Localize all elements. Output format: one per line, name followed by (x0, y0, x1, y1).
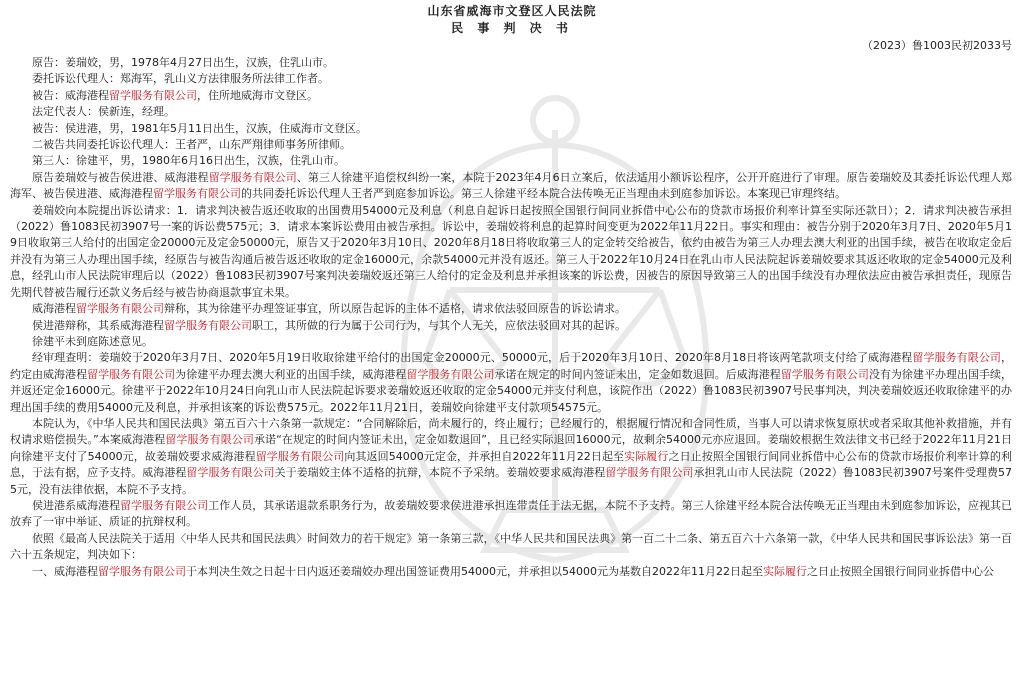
paragraph: 被告：侯进港，男，1981年5月11日出生，汉族，住威海市文登区。 (32, 121, 367, 135)
paragraph: 姜瑞姣向本院提出诉讼请求：1．请求判决被告返还收取的出国费用54000元及利息（利息自起诉日起按照全国银行间同业拆借中心公布的贷款市场报价利率计算至实际还款日）；2．请求判决被告承担（2022）鲁1083民初3907号一案的诉讼费575元；3．请求本案诉讼费用由被告承担。诉讼中，姜瑞姣将利息的起算时间变更为2022年11月22日。事实和理由：被告分别于2020年3月7日、2020年5月19日收取第三人给付的出国定金20000元及定金50000元，原告又于2020年3月10日、2020年8月18日将收取第三人的定金转交给被告，依约由被告为第三人办理去澳大利亚的出国手续，被告在收取定金后并没有为第三人办理出国手续，经原告与被告沟通后被告返还收取的定金16000元，余款54000元并没有返还。第三人于2022年10月24日在乳山市人民法院起诉姜瑞姣要求其返还收取的定金54000元及利息，经乳山市人民法院审理后以（2022）鲁1083民初3907号案判决姜瑞姣返还第三人给付的定金及利息并承担该案的诉讼费，因被告的原因导致第三人的出国手续没有办理依法应由被告承担责任，现原告先期代替被告履行还款义务后经与被告协商退款事宜未果。 (10, 203, 1012, 299)
highlighted-term: 留学服务有限公司 (120, 498, 209, 512)
highlighted-term: 留学服务有限公司 (186, 466, 275, 480)
paragraph: 侯进港系威海港程留学服务有限公司工作人员，其承诺退款系职务行为，故姜瑞姣要求侯进港承担连带责任于法无据，本院不予支持。第三人徐建平经本院合法传唤无正当理由未到庭参加诉讼，应视其已放弃了一审中举证、质证的抗辩权利。 (10, 498, 1013, 529)
highlighted-term: 实际履行 (624, 449, 669, 463)
highlighted-term: 留学服务有限公司 (912, 351, 1001, 365)
paragraph: 本院认为，《中华人民共和国民法典》第五百六十六条第一款规定：“合同解除后，尚未履行的，终止履行；已经履行的，根据履行情况和合同性质，当事人可以请求恢复原状或者采取其他补救措施，并有权请求赔偿损失。”本案威海港程留学服务有限公司承诺“在规定的时间内签证未出，定金如数退回”，且已经实际退回16000元，故剩余54000元亦应退回。姜瑞姣根据生效法律文书已经于2022年11月21日向徐建平支付了54000元，故姜瑞姣要求威海港程留学服务有限公司向其返回54000元定金，并承担自2022年11月22日起至实际履行之日止按照全国银行间同业拆借中心公布的贷款市场报价利率计算的利息，于法有据，应予支持。威海港程留学服务有限公司关于姜瑞姣主体不适格的抗辩，本院不予采纳。姜瑞姣要求威海港程留学服务有限公司承担乳山市人民法院（2022）鲁1083民初3907号案件受理费575元，没有法律依据，本院不予支持。 (10, 416, 1013, 496)
highlighted-term: 留学服务有限公司 (76, 302, 164, 316)
highlighted-term: 留学服务有限公司 (87, 367, 176, 381)
case-number: （2023）鲁1003民初2033号 (862, 39, 1012, 52)
paragraph: 法定代表人：侯新连，经理。 (32, 105, 175, 119)
judgment-body (0, 55, 1024, 580)
paragraph: 经审理查明：姜瑞姣于2020年3月7日、2020年5月19日收取徐建平给付的出国定金20000元、50000元，后于2020年3月10日、2020年8月18日将该两笔款项支付给了威海港程留学服务有限公司，约定由威海港程留学服务有限公司为徐建平办理去澳大利亚的出国手续，威海港程留学服务有限公司承诺在规定的时间内签证未出，定金如数退回。后威海港程留学服务有限公司没有为徐建平办理出国手续，并返还定金16000元。徐建平于2022年10月24日向乳山市人民法院起诉要求姜瑞姣返还收取的定金54000元并支付利息，该院作出（2022）鲁1083民初3907号民事判决，判决姜瑞姣返还收取徐建平的办理出国手续的费用54000元及利息，并承担该案的诉讼费575元。2022年11月21日，姜瑞姣向徐建平支付款项54575元。 (10, 351, 1013, 414)
highlighted-term: 留学服务有限公司 (109, 88, 197, 102)
paragraph: 被告：威海港程留学服务有限公司，住所地威海市文登区。 (32, 88, 318, 102)
highlighted-term: 留学服务有限公司 (164, 318, 252, 332)
highlighted-term: 留学服务有限公司 (605, 466, 694, 480)
highlighted-term: 留学服务有限公司 (406, 367, 495, 381)
highlighted-term: 留学服务有限公司 (255, 449, 345, 463)
paragraph: 依照《最高人民法院关于适用〈中华人民共和国民法典〉时间效力的若干规定》第一条第三款，《中华人民共和国民法典》第一百二十二条、第五百六十六条第一款，《中华人民共和国民事诉讼法》第一百六十五条规定，判决如下： (10, 531, 1012, 562)
paragraph: 二被告共同委托诉讼代理人：王者严，山东严翔律师事务所律师。 (32, 138, 351, 152)
paragraph: 威海港程留学服务有限公司辩称，其为徐建平办理签证事宜，所以原告起诉的主体不适格，请求依法驳回原告的诉讼请求。 (32, 302, 626, 316)
highlighted-term: 留学服务有限公司 (780, 367, 869, 381)
highlighted-term: 实际履行 (762, 564, 807, 578)
paragraph: 侯进港辩称，其系威海港程留学服务有限公司职工，其所做的行为属于公司行为，与其个人无关，应依法驳回对其的起诉。 (32, 318, 626, 332)
court-name: 山东省威海市文登区人民法院 (427, 4, 597, 18)
highlighted-term: 留学服务有限公司 (165, 433, 254, 447)
document-type: 民 事 判 决 书 (451, 21, 573, 35)
highlighted-term: 留学服务有限公司 (153, 187, 241, 201)
paragraph: 一、威海港程留学服务有限公司于本判决生效之日起十日内返还姜瑞姣办理出国签证费用54000元，并承担以54000元为基数自2022年11月22日起至实际履行之日止按照全国银行间同业拆借中心公 (32, 564, 994, 578)
highlighted-term: 留学服务有限公司 (208, 170, 297, 184)
highlighted-term: 留学服务有限公司 (98, 564, 186, 578)
paragraph: 徐建平未到庭陈述意见。 (32, 334, 153, 348)
paragraph: 委托诉讼代理人：郑海军，乳山义方法律服务所法律工作者。 (32, 72, 329, 86)
paragraph: 第三人：徐建平，男，1980年6月16日出生，汉族，住乳山市。 (32, 154, 345, 168)
paragraph: 原告：姜瑞姣，男，1978年4月27日出生，汉族，住乳山市。 (32, 56, 334, 69)
paragraph: 原告姜瑞姣与被告侯进港、威海港程留学服务有限公司、第三人徐建平追偿权纠纷一案，本院于2023年4月6日立案后，依法适用小额诉讼程序，公开开庭进行了审理。原告姜瑞姣及其委托诉讼代理人郑海军、被告侯进港、威海港程留学服务有限公司的共同委托诉讼代理人王者严到庭参加诉讼。第三人徐建平经本院合法传唤无正当理由未到庭参加诉讼。本案现已审理终结。 (10, 170, 1013, 201)
